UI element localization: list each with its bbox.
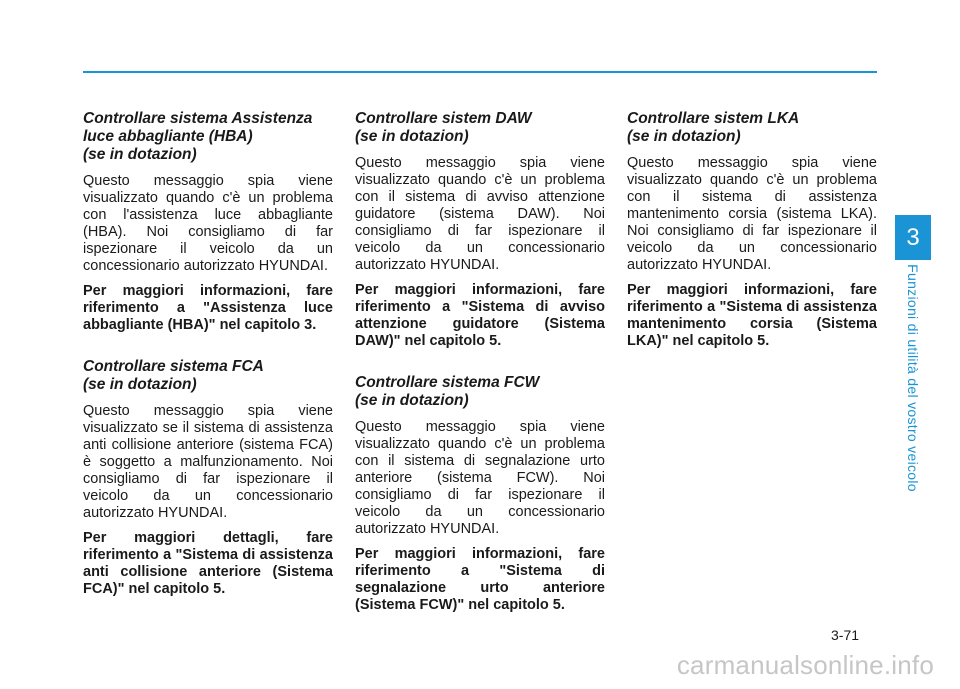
title-line: Controllare sistema Assistenza [83,110,313,127]
chapter-number-tab: 3 [895,215,931,260]
column-2 [355,110,605,638]
section-fcw [355,374,605,614]
section-reference: Per maggiori informazioni, fare riferimento a "Sistema di assistenza mantenimento corsia (Sistema LKA)" nel capitolo 5. [627,282,877,349]
section-body: Questo messaggio spia viene visualizzato quando c'è un problema con il sistema di segnalazione urto anteriore (sistema FCW). Noi consigliamo di far ispezionare il veicolo da un concessionario autorizzato HYUNDAI. [355,419,605,537]
section-body: Questo messaggio spia viene visualizzato quando c'è un problema con il sistema di avviso attenzione guidatore (sistema DAW). Noi consigliamo di far ispezionare il veicolo da un concessionario autorizzato HYUNDAI. [355,155,605,273]
section-title [627,110,877,146]
title-line: Controllare sistem DAW [355,110,532,127]
section-reference: Per maggiori informazioni, fare riferimento a "Sistema di avviso attenzione guidatore (Sistema DAW)" nel capitolo 5. [355,282,605,349]
section-reference: Per maggiori informazioni, fare riferimento a "Assistenza luce abbagliante (HBA)" nel capitolo 3. [83,283,333,333]
title-line: (se in dotazion) [627,128,741,145]
section-reference: Per maggiori dettagli, fare riferimento a "Sistema di assistenza anti collisione anteriore (Sistema FCA)" nel capitolo 5. [83,530,333,597]
title-line: Controllare sistema FCW [355,374,540,391]
header-rule [83,71,877,73]
title-line: Controllare sistema FCA [83,358,264,375]
section-body: Questo messaggio spia viene visualizzato quando c'è un problema con il sistema di assistenza mantenimento corsia (sistema LKA). Noi consigliamo di far ispezionare il veicolo da un concessionario autorizzato HYUNDAI. [627,155,877,273]
section-body: Questo messaggio spia viene visualizzato quando c'è un problema con l'assistenza luce abbagliante (HBA). Noi consigliamo di far ispezionare il veicolo da un concessionario autorizzato HYUNDAI. [83,173,333,274]
section-daw [355,110,605,350]
section-title [355,110,605,146]
column-1 [83,110,333,622]
chapter-title: Funzioni di utilità del vostro veicolo [905,264,921,492]
section-body: Questo messaggio spia viene visualizzato se il sistema di assistenza anti collisione anteriore (sistema FCA) è soggetto a malfunzionamento. Noi consigliamo di far ispezionare il veicolo da un concessionario autorizzato HYUNDAI. [83,403,333,521]
title-line: (se in dotazion) [83,376,197,393]
section-title [83,358,333,394]
title-line: Controllare sistem LKA [627,110,800,127]
section-lka [627,110,877,350]
title-line: (se in dotazion) [83,146,197,163]
title-line: (se in dotazion) [355,392,469,409]
section-hba [83,110,333,334]
title-line: luce abbagliante (HBA) [83,128,253,145]
section-title [83,110,333,164]
page-number: 3-71 [831,627,860,643]
section-fca [83,358,333,598]
title-line: (se in dotazion) [355,128,469,145]
section-reference: Per maggiori informazioni, fare riferimento a "Sistema di segnalazione urto anteriore (Sistema FCW)" nel capitolo 5. [355,546,605,613]
column-3 [627,110,877,374]
watermark: carmanualsonline.info [676,650,934,680]
section-title [355,374,605,410]
